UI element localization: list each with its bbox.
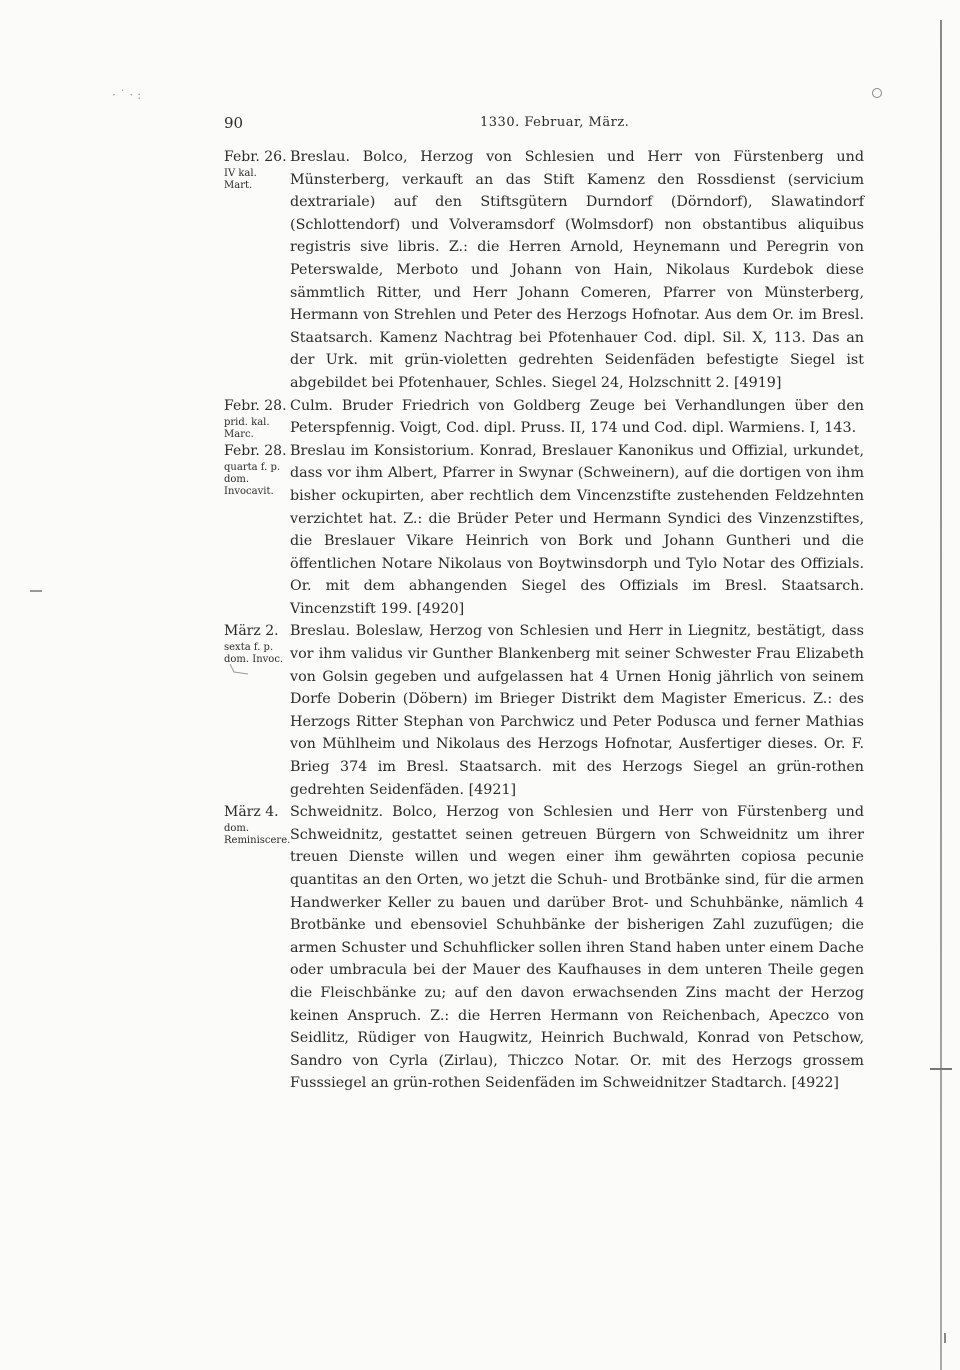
entry-date-latin: IV kal. Mart. (224, 168, 257, 191)
entry-text: Breslau. Boleslaw, Herzog von Schlesien und Herr in Liegnitz, bestätigt, dass vor ihm validus vir Gunther Blankenberg mit seiner Schwester Frau Elizabeth von Golsin gegeben und aufgelassen hat 4 Urnen Honig jährlich von seinem Dorfe Doberin (Döbern) im Brieger Distrikt dem Magister Emericus. Z.: des Herzogs Ritter Stephan von Parchwicz und Peter Podusca und ferner Mathias von Mühlheim und Nikolaus des Herzogs Hofnotar, Ausfertiger dieses. Or. F. Brieg 374 im Bresl. Staatsarch. mit des Herzogs Siegel an grün-rothen gedrehten Seidenfäden. [4921] (290, 623, 864, 798)
entry-date-latin: sexta f. p. dom. Invoc. (224, 642, 284, 666)
circle-mark (872, 88, 882, 98)
entry-date-column (224, 801, 291, 847)
entry-date-column (224, 395, 288, 441)
scan-bottom-tick (944, 1333, 946, 1343)
entry-date-latin: dom. Reminiscere. (224, 823, 291, 847)
entry-text: Culm. Bruder Friedrich von Goldberg Zeuge bei Verhandlungen über den Peterspfennig. Voigt, Cod. dipl. Pruss. II, 174 und Cod. dipl. Warmiens. I, 143. (290, 397, 864, 437)
entry-date: Febr. 26. (224, 149, 287, 165)
entry-date: Febr. 28. (224, 442, 287, 459)
entry-4920 (224, 440, 864, 621)
entry-4919 (224, 146, 864, 395)
entry-text: Breslau. Bolco, Herzog von Schlesien und Herr von Fürstenberg und Münsterberg, verkauft an das Stift Kamenz den Rossdienst (servicium dextrariale) auf den Stiftsgütern Durndorf (Dörndorf), Slawatindorf (Schlottendorf) und Volveramsdorf (Wolmsdorf) non obstantibus aliquibus registris sive libris. Z.: die Herren Arnold, Heynemann und Peregrin von Peterswalde, Merboto und Johann von Hain, Nikolaus Kurdebok diese sämmtlich Ritter, und Herr Johann Comeren, Pfarrer von Münsterberg, Hermann von Strehlen und Peter des Herzogs Hofnotar. Aus dem Or. im Bresl. Staatsarch. Kamenz Nachtrag bei Pfotenhauer Cod. dipl. Sil. X, 113. Das an der Urk. mit grün-violetten gedrehten Seidenfäden befestigte Siegel ist abgebildet bei Pfotenhauer, Schles. Siegel 24, Holzschnitt 2. [4919] (290, 149, 864, 391)
scan-speckles: · ˙ · : (112, 88, 142, 102)
entry-text: Breslau im Konsistorium. Konrad, Breslauer Kanonikus und Offizial, urkundet, dass vor ihm Albert, Pfarrer in Swynar (Schweinern), auf die dortigen von ihm bisher ockupirten, aber rechtlich dem Vincenzstifte zustehenden Feldzehnten verzichtet hat. Z.: die Brüder Peter und Hermann Syndici des Vinzenzstiftes, die Breslauer Vikare Heinrich von Bork und Johann Guntheri und die öffentlichen Notare Nikolaus von Boytwinsdorph und Tylo Notar des Offizials. Or. mit dem abhangenden Siegel des Offizials im Bresl. Staatsarch. Vincenzstift 199. [4920] (290, 442, 864, 617)
entry-date: März 4. (224, 804, 279, 821)
entry-4922 (224, 801, 864, 1095)
page-header (224, 114, 864, 136)
entry-date-latin: quarta f. p. dom. Invocavit. (224, 461, 281, 497)
scan-side-dash (30, 590, 42, 592)
entry-4921 (224, 620, 864, 801)
entry-date: März 2. (224, 623, 279, 640)
entries-list (224, 146, 864, 1095)
scan-edge-line (940, 20, 942, 1370)
entry-date-latin: prid. kal. Marc. (224, 416, 270, 440)
entry-date: Febr. 28. (224, 397, 287, 414)
entry-text: Schweidnitz. Bolco, Herzog von Schlesien und Herr von Fürstenberg und Schweidnitz, gestattet seinen getreuen Bürgern von Schweidnitz um ihrer treuen Dienste willen und wegen einer ihm gewährten copiosa pecunie quantitas an den Orten, wo jetzt die Schuh- und Brotbänke sind, für die armen Handwerker Keller zu bauen und darüber Brot- und Schuhbänke, nämlich 4 Brotbänke und ebensoviel Schuhbänke der bisherigen Zahl zuzufügen; die armen Schuster und Schuhflicker sollen ihren Stand haben unter einem Dache oder umbracula bei der Mauer des Kaufhauses in dem unteren Theile gegen die Fleischbänke zu; auf den davon erwachsenden Zins macht der Herzog keinen Anspruch. Z.: die Herren Hermann von Reichenbach, Apeczco von Seidlitz, Rüdiger von Haugwitz, Heinrich Buchwald, Konrad von Petschow, Sandro von Cyrla (Zirlau), Thiczco Notar. Or. mit des Herzogs grossem Fusssiegel an grün-rothen Seidenfäden im Schweidnitzer Stadtarch. [4922] (290, 804, 864, 1092)
scan-edge-tick (930, 1068, 952, 1070)
entry-date-column (224, 620, 288, 666)
entry-date-column (224, 146, 288, 192)
running-head: 1330. Februar, März. (480, 115, 630, 130)
entry-culm (224, 395, 864, 440)
entry-date-column (224, 440, 288, 498)
page-number: 90 (224, 114, 244, 132)
